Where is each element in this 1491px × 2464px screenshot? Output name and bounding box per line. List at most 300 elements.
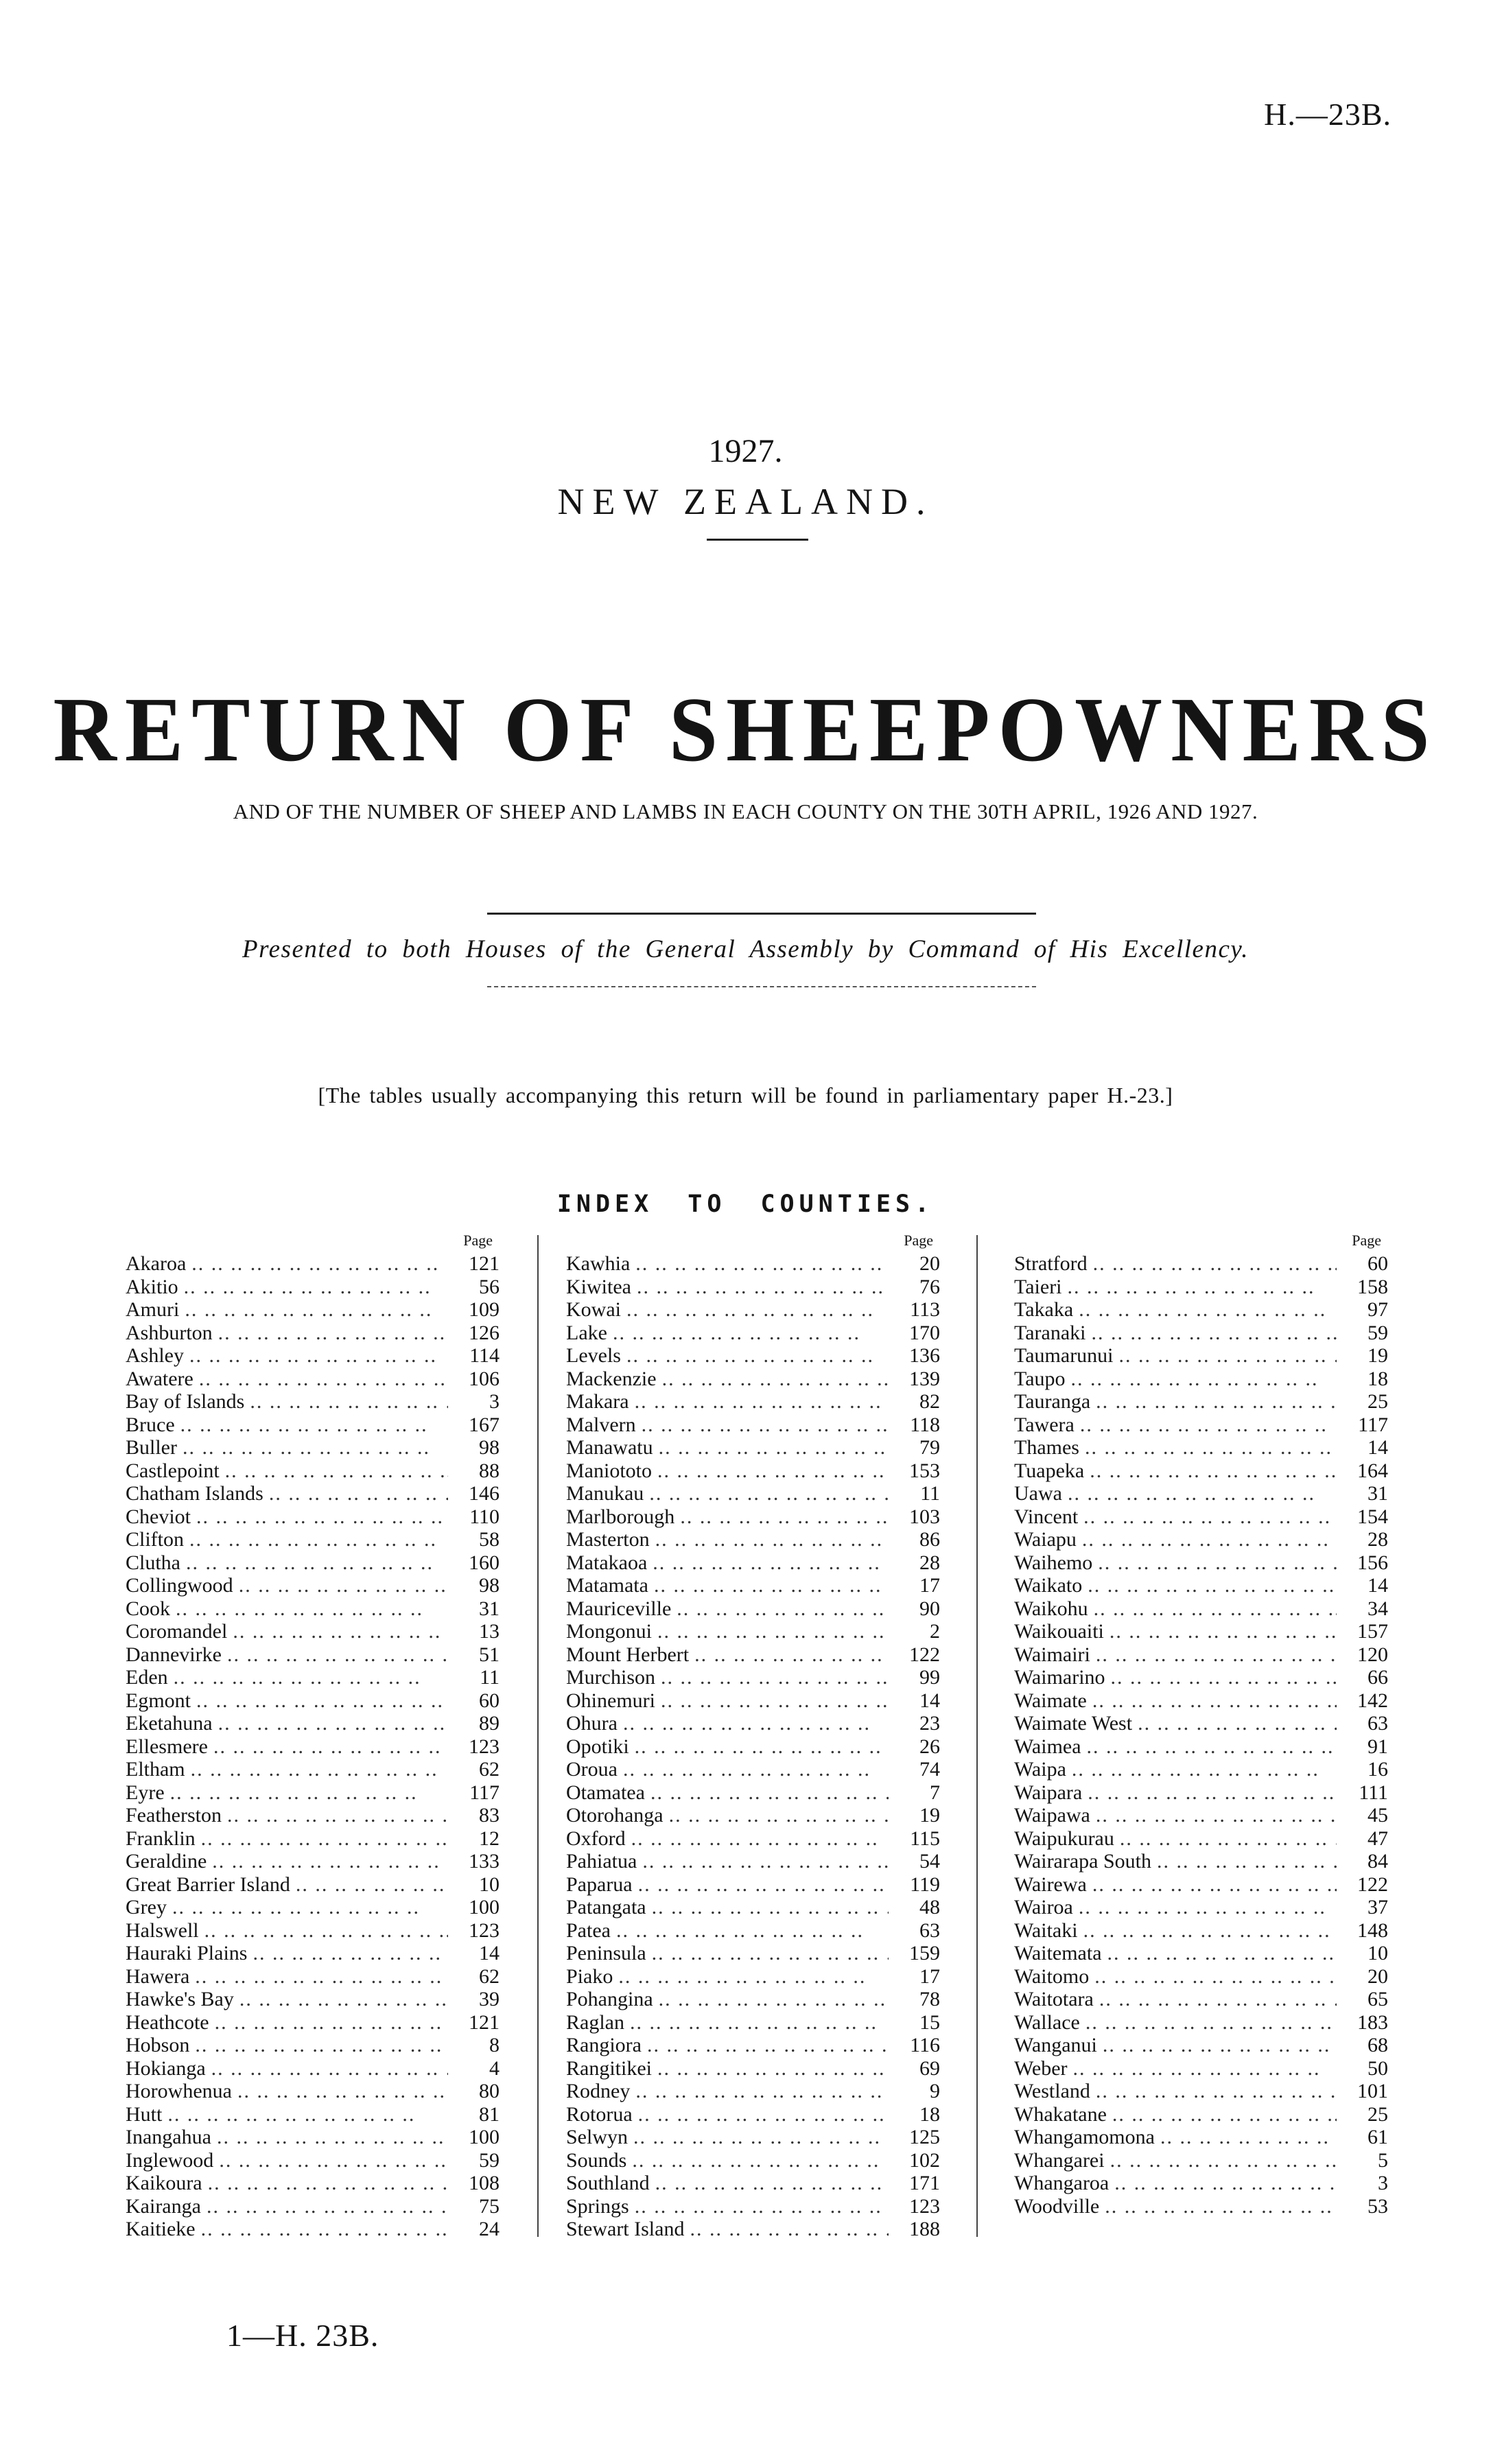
county-name: Kaitieke <box>126 2218 196 2240</box>
dot-leader <box>185 1758 448 1781</box>
county-name: Patangata <box>566 1896 646 1919</box>
index-entry <box>1014 1574 1388 1597</box>
county-name: Maniototo <box>566 1459 652 1482</box>
page-number: 68 <box>1367 2034 1388 2056</box>
county-name: Ellesmere <box>126 1735 208 1758</box>
index-entry <box>566 1620 940 1643</box>
county-name: Ohura <box>566 1712 618 1735</box>
index-entry <box>566 1322 940 1345</box>
page-number: 24 <box>479 2218 500 2240</box>
county-name: Castlepoint <box>126 1459 220 1482</box>
index-entry <box>566 1988 940 2011</box>
page-number: 125 <box>909 2126 940 2148</box>
county-name: Bay of Islands <box>126 1390 245 1413</box>
county-name: Rotorua <box>566 2102 633 2126</box>
county-name: Great Barrier Island <box>126 1873 290 1896</box>
index-entry <box>126 1528 500 1551</box>
county-name: Taieri <box>1014 1275 1062 1298</box>
dot-leader <box>633 1873 889 1897</box>
index-entry <box>126 1758 500 1781</box>
page-number: 110 <box>469 1505 500 1528</box>
page-number: 78 <box>919 1988 940 2010</box>
dot-leader <box>220 1459 448 1483</box>
page-number: 14 <box>1367 1436 1388 1459</box>
index-entry <box>566 1574 940 1597</box>
page-number: 11 <box>480 1666 500 1689</box>
county-name: Cheviot <box>126 1505 191 1528</box>
page-number: 123 <box>909 2194 940 2218</box>
dot-leader <box>191 1689 448 1713</box>
dot-leader <box>1075 1413 1337 1437</box>
county-name: Patea <box>566 1919 611 1942</box>
index-entry <box>566 1368 940 1391</box>
dot-leader <box>1109 2172 1337 2195</box>
page-signature: 1—H. 23B. <box>226 2318 379 2353</box>
index-entry <box>126 1781 500 1805</box>
page-number: 97 <box>1367 1298 1388 1321</box>
county-name: Lake <box>566 1321 607 1344</box>
page-number: 34 <box>1367 1597 1388 1620</box>
county-name: Wallace <box>1014 2010 1080 2034</box>
county-name: Clutha <box>126 1551 180 1574</box>
page-number: 113 <box>910 1298 940 1321</box>
county-name: Franklin <box>126 1827 196 1850</box>
page-number: 109 <box>469 1298 500 1321</box>
index-entry <box>1014 2034 1388 2057</box>
dot-leader <box>1102 1942 1337 1965</box>
dot-leader <box>175 1413 448 1437</box>
index-entry <box>1014 2126 1388 2149</box>
page-number: 59 <box>1367 1321 1388 1344</box>
county-name: Bruce <box>126 1413 175 1436</box>
county-name: Stewart Island <box>566 2218 685 2240</box>
county-name: Waitemata <box>1014 1942 1102 1964</box>
index-entry <box>1014 1276 1388 1299</box>
county-name: Stratford <box>1014 1252 1088 1275</box>
index-entry <box>566 1276 940 1299</box>
dot-leader <box>191 1505 448 1529</box>
dot-leader <box>178 1276 448 1299</box>
page-number: 19 <box>1367 1344 1388 1367</box>
index-entry <box>566 2195 940 2218</box>
index-entry <box>126 2195 500 2218</box>
page-number: 60 <box>479 1689 500 1712</box>
index-entry <box>126 2034 500 2057</box>
index-entry <box>566 1344 940 1368</box>
dot-leader <box>1104 1620 1337 1643</box>
dot-leader <box>1073 1298 1337 1322</box>
dot-leader <box>652 1620 889 1643</box>
index-entry <box>126 1689 500 1713</box>
solid-rule <box>487 913 1036 915</box>
index-entry <box>566 1413 940 1437</box>
dot-leader <box>206 2057 448 2080</box>
index-entry <box>1014 1850 1388 1873</box>
county-name: Makara <box>566 1390 629 1413</box>
dot-leader <box>611 1919 889 1943</box>
index-entry <box>126 1276 500 1299</box>
index-entry <box>566 2080 940 2103</box>
index-entry <box>566 1505 940 1529</box>
county-name: Waitotara <box>1014 1988 1094 2010</box>
dashed-rule <box>487 986 1036 987</box>
page-number: 91 <box>1367 1735 1388 1758</box>
county-name: Hokianga <box>126 2056 206 2080</box>
index-entry <box>1014 2011 1388 2034</box>
county-name: Hutt <box>126 2102 163 2126</box>
page-number: 48 <box>919 1896 940 1919</box>
index-entry <box>566 1689 940 1713</box>
county-name: Mongonui <box>566 1620 653 1643</box>
dot-leader <box>621 1298 889 1322</box>
county-name: Inglewood <box>126 2148 214 2172</box>
county-name: Whangarei <box>1014 2148 1105 2172</box>
page-number: 50 <box>1367 2056 1388 2080</box>
page-number: 25 <box>1367 1390 1388 1413</box>
dot-leader <box>636 1413 889 1437</box>
page-number: 86 <box>919 1528 940 1551</box>
dot-leader <box>247 1942 448 1965</box>
page-number: 17 <box>919 1574 940 1597</box>
page-number: 89 <box>479 1712 500 1735</box>
dot-leader <box>184 1344 448 1368</box>
index-entry <box>126 1735 500 1759</box>
dot-leader <box>650 1528 889 1551</box>
county-name: Waikouaiti <box>1014 1620 1104 1643</box>
page-number: 117 <box>469 1781 500 1804</box>
county-name: Piako <box>566 1964 613 1988</box>
page-number: 23 <box>919 1712 940 1735</box>
page-number: 159 <box>909 1942 940 1964</box>
index-entry <box>1014 1965 1388 1988</box>
index-entry <box>126 1873 500 1897</box>
page-number: 10 <box>1367 1942 1388 1964</box>
page-number: 17 <box>919 1964 940 1988</box>
dot-leader <box>184 1528 448 1551</box>
index-entry <box>566 1459 940 1483</box>
dot-leader <box>631 1276 889 1299</box>
dot-leader <box>1090 1643 1337 1667</box>
page-number: 76 <box>919 1275 940 1298</box>
index-entry <box>1014 2195 1388 2218</box>
county-name: Thames <box>1014 1436 1079 1459</box>
page-number: 154 <box>1357 1505 1388 1528</box>
page-number: 126 <box>469 1321 500 1344</box>
index-entry <box>126 1827 500 1851</box>
page-number: 25 <box>1367 2102 1388 2126</box>
page-number: 63 <box>919 1919 940 1942</box>
index-entry <box>1014 1413 1388 1437</box>
county-name: Waimate West <box>1014 1712 1133 1735</box>
dot-leader <box>628 2126 889 2149</box>
page-number: 106 <box>469 1367 500 1390</box>
page-number: 45 <box>1367 1804 1388 1827</box>
county-name: Pohangina <box>566 1988 653 2010</box>
page-number: 123 <box>469 1735 500 1758</box>
index-entry <box>126 1896 500 1919</box>
index-entry <box>126 2011 500 2034</box>
county-name: Waimarino <box>1014 1666 1105 1689</box>
page-number: 122 <box>1357 1873 1388 1896</box>
county-name: Wairoa <box>1014 1896 1073 1919</box>
county-name: Waihemo <box>1014 1551 1093 1574</box>
page-number: 148 <box>1357 1919 1388 1942</box>
county-name: Eden <box>126 1666 168 1689</box>
county-name: Waikohu <box>1014 1597 1088 1620</box>
page-number: 15 <box>919 2010 940 2034</box>
county-name: Otamatea <box>566 1781 645 1804</box>
dot-leader <box>650 2172 889 2195</box>
dot-leader <box>653 1988 889 2011</box>
page-column-label: Page <box>904 1232 933 1249</box>
county-name: Levels <box>566 1344 621 1367</box>
index-entry <box>126 2172 500 2195</box>
dot-leader <box>655 1689 889 1713</box>
county-name: Malvern <box>566 1413 636 1436</box>
county-name: Chatham Islands <box>126 1482 263 1505</box>
county-name: Eltham <box>126 1758 185 1781</box>
index-entry <box>566 1482 940 1505</box>
index-entry <box>566 2011 940 2034</box>
county-name: Heathcote <box>126 2010 209 2034</box>
page-number: 117 <box>1358 1413 1388 1436</box>
dot-leader <box>674 1505 889 1529</box>
page-number: 65 <box>1367 1988 1388 2010</box>
page-number: 16 <box>1367 1758 1388 1781</box>
index-entry <box>1014 2057 1388 2080</box>
page-number: 39 <box>479 1988 500 2010</box>
index-entry <box>126 2149 500 2172</box>
county-name: Waiapu <box>1014 1528 1077 1551</box>
index-entry <box>566 2057 940 2080</box>
page-number: 139 <box>909 1367 940 1390</box>
dot-leader <box>626 2149 889 2172</box>
dot-leader <box>1077 1528 1337 1551</box>
county-name: Matakaoa <box>566 1551 648 1574</box>
index-entry <box>566 1850 940 1873</box>
page-number: 119 <box>910 1873 940 1896</box>
page-number: 136 <box>909 1344 940 1367</box>
page-number: 121 <box>469 2010 500 2034</box>
county-name: Oxford <box>566 1827 626 1850</box>
index-entry <box>1014 1597 1388 1621</box>
page-number: 171 <box>909 2172 940 2194</box>
index-entry <box>126 1804 500 1827</box>
index-entry <box>126 2218 500 2241</box>
page-number: 20 <box>919 1252 940 1275</box>
county-name: Weber <box>1014 2056 1068 2080</box>
dot-leader <box>1107 2103 1337 2126</box>
dot-leader <box>1082 1574 1337 1597</box>
dot-leader <box>211 2126 448 2149</box>
index-entry <box>1014 1344 1388 1368</box>
page-number: 100 <box>469 1896 500 1919</box>
index-entry <box>566 2218 940 2241</box>
page-number: 82 <box>919 1390 940 1413</box>
county-name: Halswell <box>126 1919 199 1942</box>
index-entry <box>126 2126 500 2149</box>
index-entry <box>566 1551 940 1575</box>
page-number: 123 <box>469 1919 500 1942</box>
page-number: 83 <box>479 1804 500 1827</box>
page-number: 61 <box>1367 2126 1388 2148</box>
dot-leader <box>621 1344 889 1368</box>
dot-leader <box>177 1436 448 1459</box>
index-entry <box>126 1298 500 1322</box>
dot-leader <box>1068 2057 1337 2080</box>
dot-leader <box>167 1896 448 1919</box>
dot-leader <box>1114 1827 1337 1851</box>
county-name: Peninsula <box>566 1942 646 1964</box>
dot-leader <box>689 1643 889 1667</box>
page-number: 31 <box>479 1597 500 1620</box>
dot-leader <box>1151 1850 1337 1873</box>
dot-leader <box>1088 1252 1337 1276</box>
dot-leader <box>637 1850 889 1873</box>
short-rule <box>707 539 808 541</box>
index-entry <box>566 1436 940 1459</box>
county-name: Southland <box>566 2172 650 2194</box>
page-number: 28 <box>1367 1528 1388 1551</box>
index-entry <box>566 1827 940 1851</box>
county-name: Taranaki <box>1014 1321 1086 1344</box>
county-name: Marlborough <box>566 1505 675 1528</box>
dot-leader <box>1105 2149 1337 2172</box>
county-name: Kowai <box>566 1298 621 1321</box>
index-entry <box>566 1712 940 1735</box>
index-entry <box>566 1643 940 1667</box>
county-name: Otorohanga <box>566 1804 664 1827</box>
country-heading: NEW ZEALAND. <box>557 481 934 522</box>
dot-leader <box>222 1804 448 1827</box>
county-name: Mauriceville <box>566 1597 672 1620</box>
dot-leader <box>1094 1988 1337 2011</box>
page-number: 170 <box>909 1321 940 1344</box>
page-number: 14 <box>479 1942 500 1964</box>
county-name: Cook <box>126 1597 171 1620</box>
index-entry <box>1014 1252 1388 1276</box>
dot-leader <box>1088 1597 1337 1621</box>
county-name: Waikato <box>1014 1574 1083 1597</box>
county-name: Waimea <box>1014 1735 1081 1758</box>
index-entry <box>126 1942 500 1965</box>
county-name: Tuapeka <box>1014 1459 1085 1482</box>
dot-leader <box>290 1873 448 1897</box>
year: 1927. <box>708 433 783 469</box>
county-name: Waitomo <box>1014 1964 1090 1988</box>
dot-leader <box>213 1322 448 1345</box>
dot-leader <box>629 2195 889 2218</box>
dot-leader <box>1097 2034 1337 2057</box>
page-number: 160 <box>469 1551 500 1574</box>
page-number: 98 <box>479 1436 500 1459</box>
index-entry <box>126 1344 500 1368</box>
index-entry <box>126 1965 500 1988</box>
index-entry <box>1014 1988 1388 2011</box>
dot-leader <box>1089 1965 1337 1988</box>
page-number: 14 <box>919 1689 940 1712</box>
county-name: Featherston <box>126 1804 222 1827</box>
index-entry <box>1014 2080 1388 2103</box>
index-entry <box>1014 1620 1388 1643</box>
page-number: 8 <box>489 2034 500 2056</box>
dot-leader <box>1078 1919 1337 1943</box>
index-entry <box>566 2126 940 2149</box>
county-name: Wairarapa South <box>1014 1850 1152 1873</box>
dot-leader <box>232 2080 448 2103</box>
dot-leader <box>193 1368 448 1391</box>
dot-leader <box>209 2011 448 2034</box>
county-name: Matamata <box>566 1574 648 1597</box>
page-number: 3 <box>489 1390 500 1413</box>
index-entry <box>1014 1459 1388 1483</box>
dot-leader <box>207 1850 448 1873</box>
county-name: Sounds <box>566 2148 627 2172</box>
dot-leader <box>233 1574 448 1597</box>
page-number: 188 <box>909 2218 940 2240</box>
page-number: 19 <box>919 1804 940 1827</box>
county-name: Dannevirke <box>126 1643 222 1666</box>
dot-leader <box>199 1919 448 1943</box>
county-name: Rangitikei <box>566 2056 652 2080</box>
dot-leader <box>213 1712 448 1735</box>
page-number: 18 <box>919 2102 940 2126</box>
dot-leader <box>1092 1551 1337 1575</box>
index-entry <box>126 1482 500 1505</box>
county-name: Manukau <box>566 1482 644 1505</box>
dot-leader <box>244 1390 448 1413</box>
county-name: Kiwitea <box>566 1275 631 1298</box>
page-number: 120 <box>1357 1643 1388 1666</box>
index-entry <box>126 1988 500 2011</box>
index-entry <box>1014 1827 1388 1851</box>
dot-leader <box>618 1758 889 1781</box>
county-name: Ohinemuri <box>566 1689 655 1712</box>
index-entry <box>126 1666 500 1689</box>
page-number: 167 <box>469 1413 500 1436</box>
index-entry <box>566 2034 940 2057</box>
county-name: Waipukurau <box>1014 1827 1114 1850</box>
page-number: 102 <box>909 2148 940 2172</box>
index-entry <box>566 1735 940 1759</box>
page-number: 13 <box>479 1620 500 1643</box>
index-entry <box>126 1620 500 1643</box>
county-name: Whangamomona <box>1014 2126 1155 2148</box>
index-entry <box>1014 1873 1388 1897</box>
index-title: INDEX TO COUNTIES. <box>556 1190 935 1218</box>
index-entry <box>566 1965 940 1988</box>
page-number: 158 <box>1357 1275 1388 1298</box>
dot-leader <box>1090 1804 1337 1827</box>
page-number: 28 <box>919 1551 940 1574</box>
page-number: 75 <box>479 2194 500 2218</box>
county-name: Waitaki <box>1014 1919 1078 1942</box>
page-number: 116 <box>910 2034 940 2056</box>
index-entry <box>1014 1689 1388 1713</box>
county-name: Kairanga <box>126 2194 201 2218</box>
county-name: Wairewa <box>1014 1873 1087 1896</box>
dot-leader <box>196 1827 448 1851</box>
dot-leader <box>630 1252 889 1276</box>
document-reference: H.—23B. <box>1264 97 1392 132</box>
county-name: Coromandel <box>126 1620 228 1643</box>
index-entry <box>566 1252 940 1276</box>
index-entry <box>1014 1482 1388 1505</box>
dot-leader <box>1062 1482 1337 1505</box>
page-number: 157 <box>1357 1620 1388 1643</box>
index-entry <box>1014 1322 1388 1345</box>
county-name: Oroua <box>566 1758 618 1781</box>
